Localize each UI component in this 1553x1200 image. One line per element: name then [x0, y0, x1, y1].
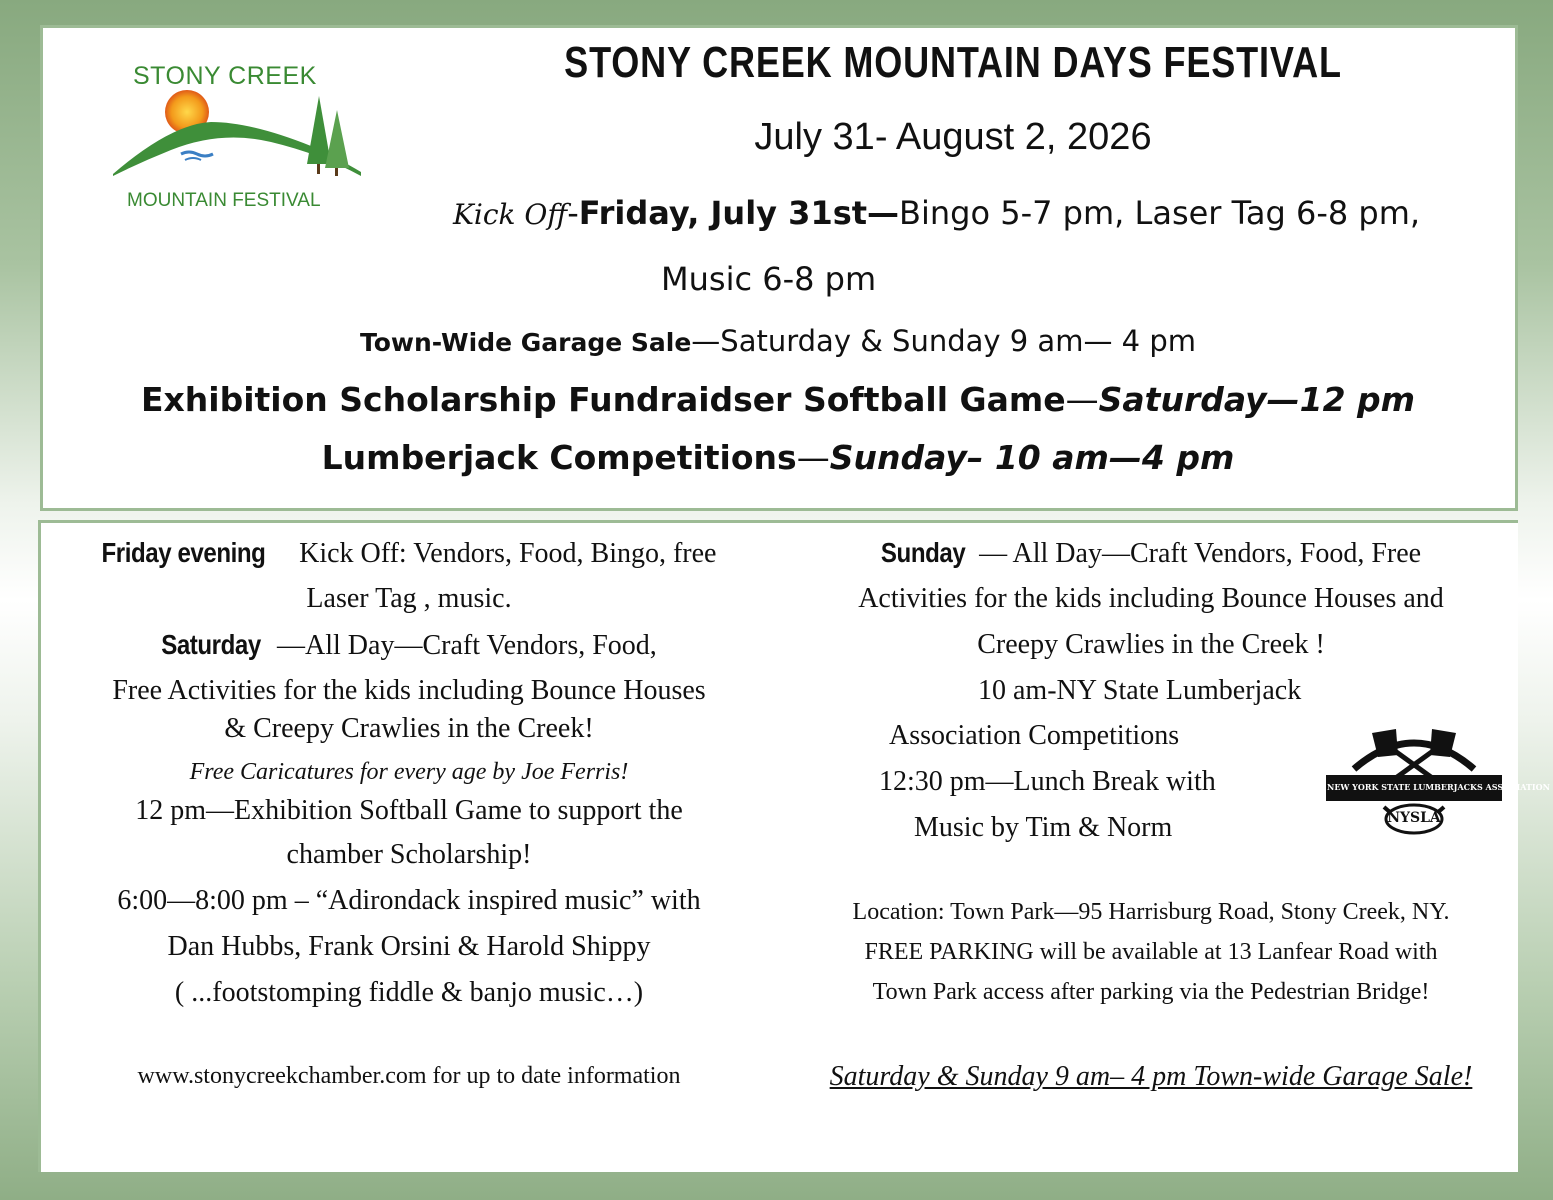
softball-detail-line1: 12 pm—Exhibition Softball Game to support the: [135, 795, 683, 826]
garage-sale-time: —Saturday & Sunday 9 am— 4 pm: [691, 324, 1197, 358]
garage-sale-line: [360, 324, 1196, 358]
kickoff-line: [453, 194, 1420, 232]
friday-text: Kick Off: Vendors, Food, Bingo, free: [292, 538, 717, 569]
friday-line: [102, 537, 717, 570]
softball-label: Exhibition Scholarship Fundraidser Softball Game: [140, 380, 1066, 419]
sunday-line3: Creepy Crawlies in the Creek !: [977, 629, 1325, 660]
friday-label: Friday evening: [101, 537, 266, 568]
caricature-free: Free: [189, 759, 235, 785]
festival-logo: [111, 58, 371, 218]
softball-line: [141, 380, 1415, 419]
caricature-line: [190, 759, 629, 786]
music-detail-line3: ( ...footstomping fiddle & banjo music…): [174, 977, 644, 1008]
lumberjack-sep: —: [796, 438, 830, 477]
sunday-text: — All Day—Craft Vendors, Food, Free: [979, 538, 1422, 569]
sunday-line2: Activities for the kids including Bounce Houses and: [858, 583, 1444, 614]
details-panel: [38, 520, 1550, 1172]
kickoff-sep: —: [867, 194, 900, 232]
softball-detail-line2: chamber Scholarship!: [286, 839, 532, 870]
saturday-line3: & Creepy Crawlies in the Creek!: [224, 713, 594, 744]
sunday-label: Sunday: [880, 537, 966, 568]
lunch-detail-line2: Music by Tim & Norm: [914, 812, 1173, 843]
location-line1: Location: Town Park—95 Harrisburg Road, Stony Creek, NY.: [852, 899, 1450, 925]
softball-sep: —: [1065, 380, 1099, 419]
logo-top-text: STONY CREEK: [133, 62, 317, 90]
friday-line2: Laser Tag , music.: [306, 583, 512, 614]
softball-when: Saturday—12 pm: [1098, 380, 1416, 419]
nysla-logo: [1324, 723, 1550, 841]
lumberjack-when: Sunday– 10 am—4 pm: [829, 438, 1235, 477]
website-line[interactable]: www.stonycreekchamber.com for up to date information: [137, 1063, 681, 1089]
caricature-text: Caricatures for every age by Joe Ferris!: [234, 759, 629, 785]
lumberjack-detail-line2: Association Competitions: [889, 720, 1180, 751]
lunch-detail-line1: 12:30 pm—Lunch Break with: [879, 766, 1216, 797]
logo-bottom-text: MOUNTAIN FESTIVAL: [127, 190, 321, 211]
nysla-banner: NEW YORK STATE LUMBERJACKS ASSOCIATION: [1327, 782, 1550, 792]
garage-sale-banner: Saturday & Sunday 9 am– 4 pm Town-wide Garage Sale!: [829, 1061, 1473, 1092]
festival-dates: July 31- August 2, 2026: [754, 116, 1152, 158]
kickoff-dash: -: [567, 194, 579, 232]
saturday-line2: Free Activities for the kids including Bounce Houses: [112, 675, 706, 706]
location-line2: FREE PARKING will be available at 13 Lanfear Road with: [864, 939, 1438, 965]
saturday-label: Saturday: [161, 629, 261, 660]
lumberjack-detail-line1: 10 am-NY State Lumberjack: [978, 675, 1302, 706]
kickoff-events: Bingo 5-7 pm, Laser Tag 6-8 pm,: [899, 194, 1421, 232]
garage-sale-label: Town-Wide Garage Sale: [359, 328, 692, 357]
mountain-sun-icon: [111, 84, 371, 184]
saturday-text: —All Day—Craft Vendors, Food,: [277, 630, 657, 661]
lumberjack-label: Lumberjack Competitions: [321, 438, 797, 477]
kickoff-day: Friday, July 31st: [578, 194, 868, 232]
header-panel: [40, 25, 1518, 511]
lumberjack-line: [322, 438, 1235, 477]
saturday-line: [161, 629, 657, 662]
festival-title: STONY CREEK MOUNTAIN DAYS FESTIVAL: [564, 38, 1342, 87]
kickoff-label: Kick Off: [453, 198, 568, 231]
sunday-line: [881, 537, 1421, 570]
kickoff-events-line2: Music 6-8 pm: [661, 260, 877, 298]
location-line3: Town Park access after parking via the Pedestrian Bridge!: [872, 979, 1430, 1005]
nysla-initials: NYSLA: [1387, 810, 1441, 826]
music-detail-line2: Dan Hubbs, Frank Orsini & Harold Shippy: [167, 931, 651, 962]
music-detail-line1: 6:00—8:00 pm – “Adirondack inspired music” with: [117, 885, 701, 916]
